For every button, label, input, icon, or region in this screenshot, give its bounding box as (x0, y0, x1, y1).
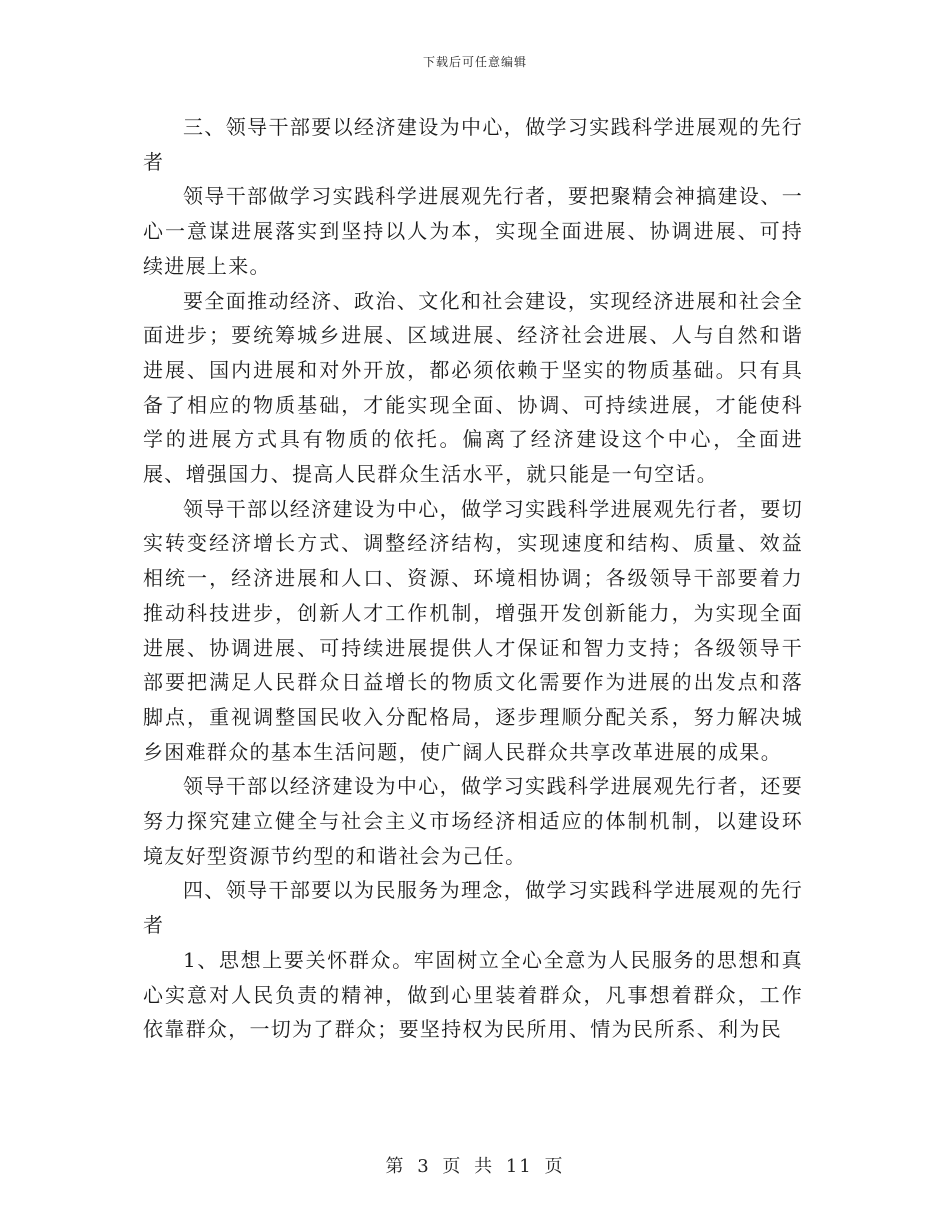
header-note: 下载后可任意编辑 (422, 55, 527, 69)
paragraph: 领导干部以经济建设为中心，做学习实践科学进展观先行者，还要努力探究建立健全与社会主义市场经济相适应的体制机制，以建设环境友好型资源节约型的和谐社会为己任。 (143, 774, 803, 868)
paragraph: 要全面推动经济、政治、文化和社会建设，实现经济进展和社会全面进步；要统筹城乡进展、区域进展、经济社会进展、人与自然和谐进展、国内进展和对外开放，都必须依赖于坚实的物质基础。只有具备了相应的物质基础，才能实现全面、协调、可持续进展，才能使科学的进展方式具有物质的依托。偏离了经济建设这个中心，全面进展、增强国力、提高人民群众生活水平，就只能是一句空话。 (143, 288, 803, 487)
document-body (143, 110, 803, 1047)
paragraph: 领导干部做学习实践科学进展观先行者，要把聚精会神搞建设、一心一意谋进展落实到坚持以人为本，实现全面进展、协调进展、可持续进展上来。 (143, 184, 803, 278)
paragraph: 1、思想上要关怀群众。牢固树立全心全意为人民服务的思想和真心实意对人民负责的精神，做到心里装着群众，凡事想着群众，工作依靠群众，一切为了群众；要坚持权为民所用、情为民所系、利为民 (143, 947, 803, 1042)
paragraph: 领导干部以经济建设为中心，做学习实践科学进展观先行者，要切实转变经济增长方式、调整经济结构，实现速度和结构、质量、效益相统一，经济进展和人口、资源、环境相协调；各级领导干部要着力推动科技进步，创新人才工作机制，增强开发创新能力，为实现全面进展、协调进展、可持续进展提供人才保证和智力支持；各级领导干部要把满足人民群众日益增长的物质文化需要作为进展的出发点和落脚点，重视调整国民收入分配格局，逐步理顺分配关系，努力解决城乡困难群众的基本生活问题，使广阔人民群众共享改革进展的成果。 (143, 496, 803, 764)
section-heading-4: 四、领导干部要以为民服务为理念，做学习实践科学进展观的先行者 (143, 878, 803, 938)
page-number-footer: 第 3 页 共 11 页 (385, 1156, 565, 1177)
section-heading-3: 三、领导干部要以经济建设为中心，做学习实践科学进展观的先行者 (143, 115, 803, 174)
